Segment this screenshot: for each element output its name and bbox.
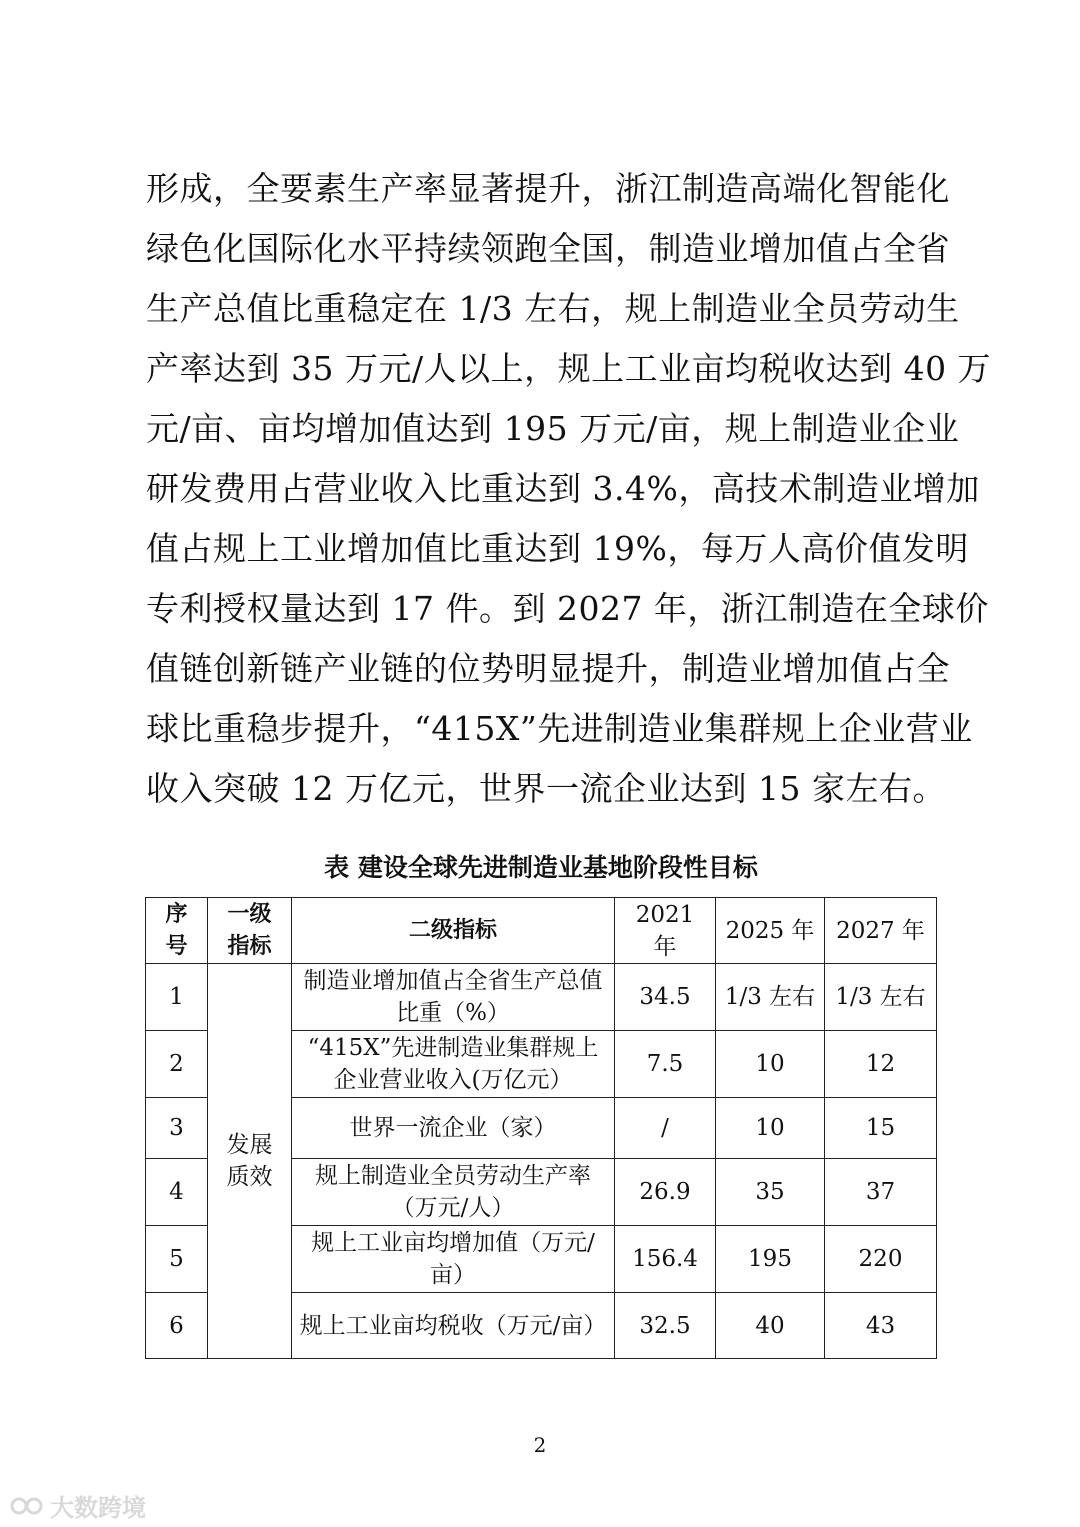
row-seq: 6 bbox=[146, 1293, 208, 1359]
table-caption: 表 建设全球先进制造业基地阶段性目标 bbox=[324, 853, 758, 882]
row-seq: 4 bbox=[146, 1159, 208, 1226]
header-level2: 二级指标 bbox=[292, 898, 615, 964]
paragraph-line: 球比重稳步提升，“415X”先进制造业集群规上企业营业 bbox=[146, 709, 973, 748]
row-2021: 7.5 bbox=[615, 1031, 716, 1098]
watermark-logo-icon bbox=[10, 1494, 44, 1518]
row-2021: 34.5 bbox=[615, 964, 716, 1031]
row-seq: 3 bbox=[146, 1098, 208, 1159]
row-seq: 1 bbox=[146, 964, 208, 1031]
category-cell: 发展 质效 bbox=[208, 964, 292, 1359]
row-2021: 156.4 bbox=[615, 1226, 716, 1293]
row-indicator: 规上工业亩均税收（万元/亩） bbox=[292, 1293, 615, 1359]
header-level1: 一级 指标 bbox=[208, 898, 292, 964]
header-2027: 2027 年 bbox=[825, 898, 937, 964]
row-2027: 37 bbox=[825, 1159, 937, 1226]
row-indicator: “415X”先进制造业集群规上企业营业收入(万亿元） bbox=[292, 1031, 615, 1098]
row-indicator: 规上工业亩均增加值（万元/亩） bbox=[292, 1226, 615, 1293]
row-2027: 1/3 左右 bbox=[825, 964, 937, 1031]
watermark bbox=[10, 1488, 146, 1523]
paragraph-line: 绿色化国际化水平持续领跑全国，制造业增加值占全省 bbox=[146, 229, 950, 268]
page-number: 2 bbox=[533, 1433, 547, 1457]
header-seq: 序 号 bbox=[146, 898, 208, 964]
row-2025: 1/3 左右 bbox=[716, 964, 825, 1031]
row-2025: 10 bbox=[716, 1098, 825, 1159]
row-2025: 195 bbox=[716, 1226, 825, 1293]
paragraph-line: 值占规上工业增加值比重达到 19%，每万人高价值发明 bbox=[146, 529, 969, 568]
row-2021: 26.9 bbox=[615, 1159, 716, 1226]
row-2021: 32.5 bbox=[615, 1293, 716, 1359]
paragraph-line: 研发费用占营业收入比重达到 3.4%，高技术制造业增加 bbox=[146, 469, 980, 508]
row-2025: 40 bbox=[716, 1293, 825, 1359]
targets-table bbox=[145, 897, 937, 1359]
table-row bbox=[146, 964, 937, 1031]
table-header-row bbox=[146, 898, 937, 964]
row-indicator: 规上制造业全员劳动生产率（万元/人） bbox=[292, 1159, 615, 1226]
paragraph-line: 元/亩、亩均增加值达到 195 万元/亩，规上制造业企业 bbox=[146, 409, 960, 448]
paragraph-line: 专利授权量达到 17 件。到 2027 年，浙江制造在全球价 bbox=[146, 589, 989, 628]
header-2025: 2025 年 bbox=[716, 898, 825, 964]
watermark-text: 大数跨境 bbox=[50, 1494, 146, 1522]
row-2025: 35 bbox=[716, 1159, 825, 1226]
row-2027: 12 bbox=[825, 1031, 937, 1098]
row-indicator: 制造业增加值占全省生产总值比重（%） bbox=[292, 964, 615, 1031]
row-2027: 43 bbox=[825, 1293, 937, 1359]
row-indicator: 世界一流企业（家） bbox=[292, 1098, 615, 1159]
paragraph-line: 收入突破 12 万亿元，世界一流企业达到 15 家左右。 bbox=[146, 769, 946, 808]
paragraph-line: 产率达到 35 万元/人以上，规上工业亩均税收达到 40 万 bbox=[146, 349, 992, 388]
row-seq: 2 bbox=[146, 1031, 208, 1098]
row-2021: / bbox=[615, 1098, 716, 1159]
paragraph-line: 形成，全要素生产率显著提升，浙江制造高端化智能化 bbox=[146, 169, 950, 208]
paragraph-line: 生产总值比重稳定在 1/3 左右，规上制造业全员劳动生 bbox=[146, 289, 960, 328]
row-2025: 10 bbox=[716, 1031, 825, 1098]
row-seq: 5 bbox=[146, 1226, 208, 1293]
row-2027: 15 bbox=[825, 1098, 937, 1159]
header-2021: 2021 年 bbox=[615, 898, 716, 964]
row-2027: 220 bbox=[825, 1226, 937, 1293]
paragraph-line: 值链创新链产业链的位势明显提升，制造业增加值占全 bbox=[146, 649, 950, 688]
